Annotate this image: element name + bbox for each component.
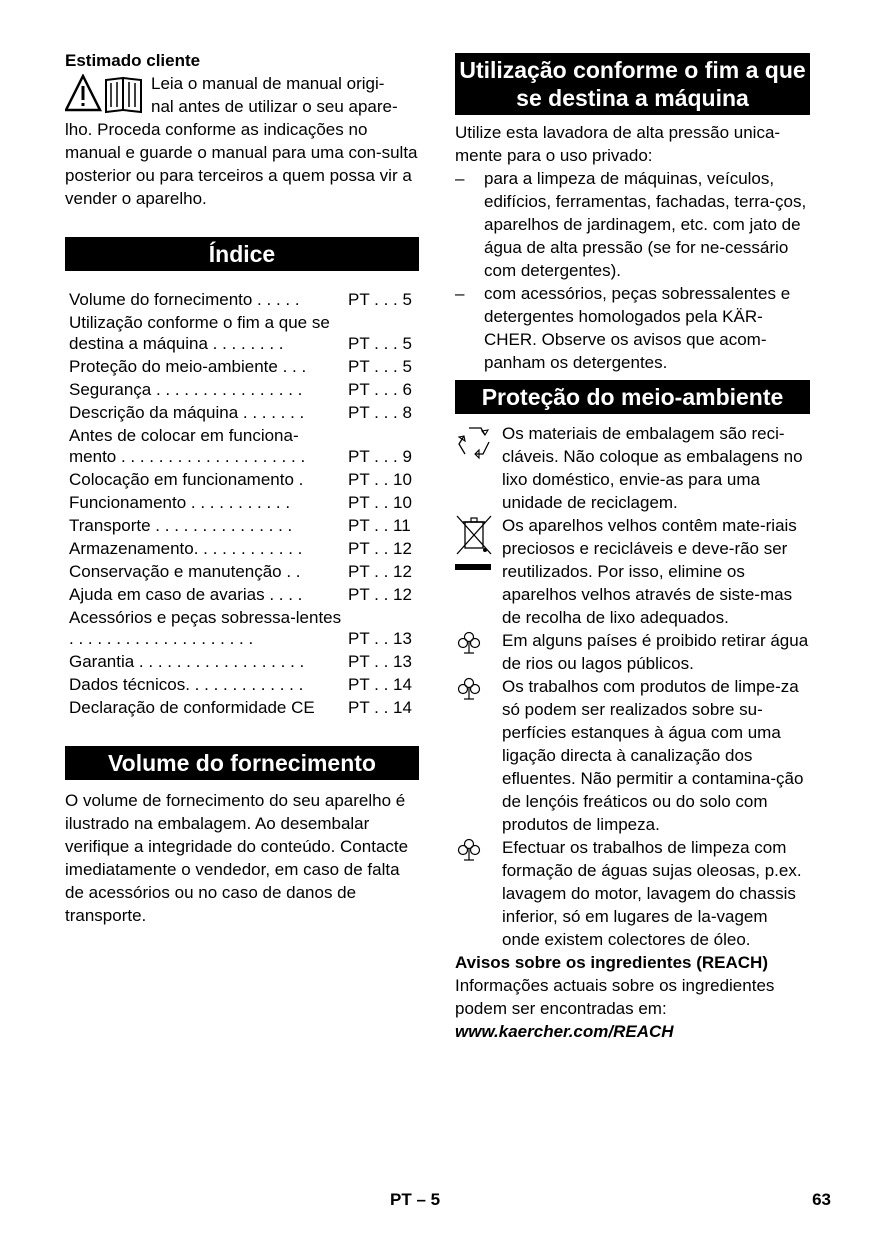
- usage-intro: Utilize esta lavadora de alta pressão unica-mente para o uso privado:: [455, 123, 781, 165]
- left-column: [65, 48, 419, 927]
- footer-page-number: 63: [812, 1190, 831, 1209]
- index-row: [65, 492, 419, 515]
- index-entry-title: Colocação em funcionamento .: [69, 470, 304, 489]
- index-entry-title: Dados técnicos. . . . . . . . . . . . .: [69, 675, 304, 694]
- recycling-icon: [455, 422, 495, 468]
- list-item-text: para a limpeza de máquinas, veículos, edifícios, ferramentas, fachadas, terra-ços, aparelhos de jardinagem, etc. com jato de água de alta pressão (se for ne-cessário com detergentes).: [484, 169, 807, 280]
- index-entry-title: Funcionamento . . . . . . . . . . .: [69, 493, 291, 512]
- index-entry-title: Descrição da máquina . . . . . . .: [69, 403, 305, 422]
- index-entry-title: Utilização conforme o fim a que se destina a máquina . . . . . . . .: [69, 313, 330, 353]
- index-row: [65, 538, 419, 561]
- intro-text-first: Leia o manual de manual origi-: [151, 74, 385, 93]
- index-row: [65, 312, 419, 356]
- index-entry-title: Transporte . . . . . . . . . . . . . . .: [69, 516, 293, 535]
- index-entry-title: Segurança . . . . . . . . . . . . . . . .: [69, 380, 303, 399]
- index-entry-page: PT . . 11: [348, 516, 411, 535]
- index-row: [65, 402, 419, 425]
- intro-text-second: nal antes de utilizar o seu apare-: [151, 97, 398, 116]
- environment-list: [455, 422, 810, 951]
- index-entry-title: Garantia . . . . . . . . . . . . . . . . . .: [69, 652, 305, 671]
- environment-item-text: Os aparelhos velhos contêm mate-riais preciosos e recicláveis e deve-rão ser reutilizados. Por isso, elimine os aparelhos velhos através de siste-mas de recolha de lixo adequados.: [502, 516, 797, 627]
- environment-item-text: Efectuar os trabalhos de limpeza com formação de águas sujas oleosas, p.ex. lavagem do motor, lavagem do chassis inferior, só em lugares de la-vagem onde existem colectores de óleo.: [502, 838, 802, 949]
- index-row: [65, 515, 419, 538]
- index-entry-page: PT . . 12: [348, 585, 412, 604]
- intro-text-rest: lho. Proceda conforme as indicações no manual e guarde o manual para uma con-sulta posterior ou para terceiros a quem possa vir a vender o aparelho.: [65, 120, 418, 208]
- index-row: [65, 697, 419, 720]
- index-row: [65, 379, 419, 402]
- reach-heading: Avisos sobre os ingredientes (REACH): [455, 953, 768, 972]
- warning-manual-icons: [65, 74, 145, 114]
- index-entry-page: PT . . . 8: [348, 403, 412, 422]
- environment-item: [455, 675, 810, 836]
- index-row: [65, 356, 419, 379]
- environment-heading: Proteção do meio-ambiente: [455, 380, 810, 414]
- index-entry-page: PT . . . 6: [348, 380, 412, 399]
- index-entry-page: PT . . 10: [348, 470, 412, 489]
- environment-tree-icon: [455, 629, 483, 663]
- right-column: [455, 53, 810, 1043]
- index-entry-page: PT . . 12: [348, 562, 412, 581]
- environment-tree-icon: [455, 675, 483, 709]
- reach-link[interactable]: www.kaercher.com/REACH: [455, 1022, 674, 1041]
- index-row: [65, 561, 419, 584]
- index-entry-title: Armazenamento. . . . . . . . . . . .: [69, 539, 303, 558]
- index-entry-title: Proteção do meio-ambiente . . .: [69, 357, 307, 376]
- index-row: [65, 289, 419, 312]
- environment-item-text: Os trabalhos com produtos de limpe-za só podem ser realizados sobre su-perfícies estanques à água com uma ligação directa à canalização dos efluentes. Não permitir a contamina-ção de lençóis freáticos ou do solo com produtos de limpeza.: [502, 677, 804, 834]
- index-entry-page: PT . . 13: [348, 629, 412, 648]
- index-entry-title: Conservação e manutenção . .: [69, 562, 301, 581]
- index-row: [65, 674, 419, 697]
- index-entry-page: PT . . . 5: [348, 334, 412, 353]
- list-item: [455, 282, 810, 374]
- index-entry-page: PT . . 14: [348, 675, 412, 694]
- index-entry-title: Acessórios e peças sobressa-lentes . . . . . . . . . . . . . . . . . . . .: [69, 608, 342, 648]
- warning-triangle-book-icon: [65, 74, 145, 114]
- index-entry-title: Volume do fornecimento . . . . .: [69, 290, 300, 309]
- supply-heading: Volume do fornecimento: [65, 746, 419, 780]
- crossed-bin-icon: [455, 514, 495, 580]
- index-entry-page: PT . . . 9: [348, 447, 412, 466]
- index-heading: Índice: [65, 237, 419, 271]
- index-entry-page: PT . . . 5: [348, 290, 412, 309]
- intro-heading: Estimado cliente: [65, 51, 201, 70]
- list-item-text: com acessórios, peças sobressalentes e detergentes homologados pela KÄR-CHER. Observe os avisos que acom-panham os detergentes.: [484, 284, 791, 372]
- index-row: [65, 425, 419, 469]
- environment-item-text: Os materiais de embalagem são reci-cláveis. Não coloque as embalagens no lixo doméstico, envie-as para uma unidade de reciclagem.: [502, 424, 803, 512]
- environment-item-text: Em alguns países é proibido retirar água de rios ou lagos públicos.: [502, 631, 809, 673]
- usage-list: [455, 167, 810, 374]
- list-dash: –: [455, 284, 465, 303]
- index-entry-page: PT . . 12: [348, 539, 412, 558]
- index-entry-title: Antes de colocar em funciona-mento . . . . . . . . . . . . . . . . . . . .: [69, 426, 306, 466]
- index-entry-title: Ajuda em caso de avarias . . . .: [69, 585, 303, 604]
- environment-tree-icon: [455, 836, 483, 870]
- environment-item: [455, 629, 810, 675]
- index-row: [65, 469, 419, 492]
- usage-heading: Utilização conforme o fim a que se destina a máquina: [455, 53, 810, 115]
- index-row: [65, 607, 419, 651]
- reach-text: Informações actuais sobre os ingredientes podem ser encontradas em:: [455, 976, 775, 1018]
- index-entry-page: PT . . 10: [348, 493, 412, 512]
- environment-item: [455, 836, 810, 951]
- environment-item: [455, 422, 810, 514]
- environment-item: [455, 514, 810, 629]
- index-entry-page: PT . . 14: [348, 698, 412, 717]
- index-entry-page: PT . . . 5: [348, 357, 412, 376]
- supply-text: O volume de fornecimento do seu aparelho é ilustrado na embalagem. Ao desembalar verifique a integridade do conteúdo. Contacte imediatamente o vendedor, em caso de falta de acessórios ou no caso de danos de transporte.: [65, 791, 409, 925]
- index-table: [65, 289, 419, 720]
- index-row: [65, 651, 419, 674]
- index-entry-page: PT . . 13: [348, 652, 412, 671]
- intro-block: [65, 72, 419, 210]
- list-item: [455, 167, 810, 282]
- index-row: [65, 584, 419, 607]
- list-dash: –: [455, 169, 465, 188]
- index-entry-title: Declaração de conformidade CE: [69, 698, 315, 717]
- footer-section-label: PT – 5: [390, 1190, 441, 1209]
